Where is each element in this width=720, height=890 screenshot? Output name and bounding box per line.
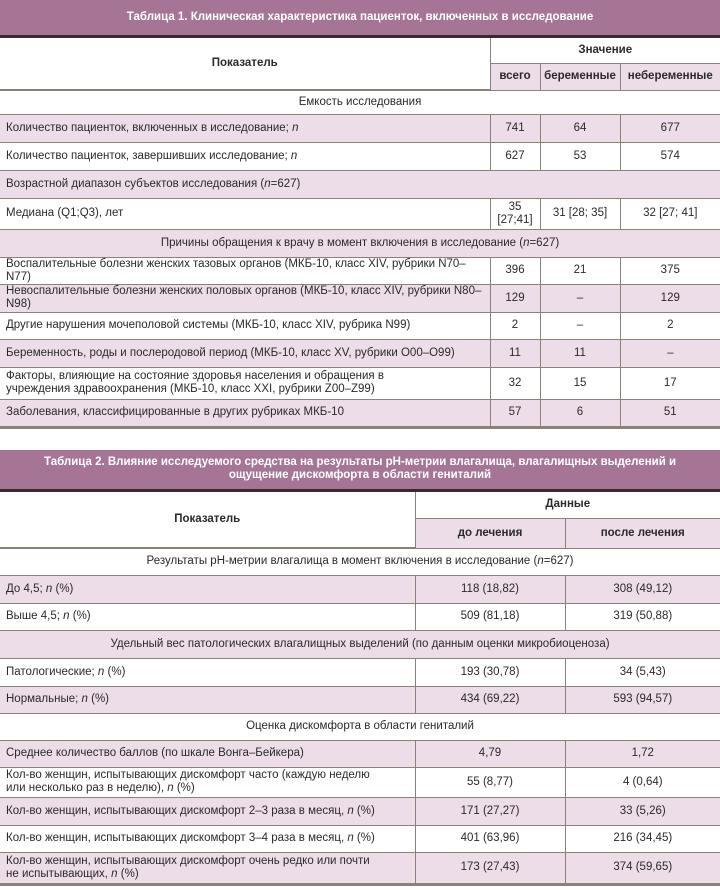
cell-total: 11 xyxy=(490,339,540,367)
row-label: Воспалительные болезни женских тазовых органов (МКБ-10, класс XIV, рубрики N70–N77) xyxy=(0,257,490,284)
table-row xyxy=(0,399,720,427)
cell-nonpregnant: 32 [27; 41] xyxy=(620,198,720,229)
section-title: Результаты рН-метрии влагалища в момент включения в исследование (n=627) xyxy=(0,548,720,575)
row-label: Кол-во женщин, испытывающих дискомфорт часто (каждую неделю или несколько раз в неделю), n (%) xyxy=(0,767,415,797)
cell-pregnant: 31 [28; 35] xyxy=(540,198,620,229)
cell-pregnant: 15 xyxy=(540,367,620,399)
row-label: Кол-во женщин, испытывающих дискомфорт очень редко или почти не испытывающих, n (%) xyxy=(0,852,415,884)
table-1 xyxy=(0,0,720,429)
cell-after: 216 (34,45) xyxy=(565,825,720,852)
cell-before: 171 (27,27) xyxy=(415,797,565,825)
table-2 xyxy=(0,450,720,886)
row-label: Количество пациенток, завершивших исследование; n xyxy=(0,142,490,170)
table-row xyxy=(0,198,720,229)
table-row xyxy=(0,767,720,797)
header-value-group: Данные xyxy=(415,490,720,518)
table-row xyxy=(0,367,720,399)
cell-before: 509 (81,18) xyxy=(415,603,565,630)
cell-before: 118 (18,82) xyxy=(415,575,565,603)
cell-total: 741 xyxy=(490,114,540,142)
cell-pregnant: – xyxy=(540,312,620,339)
cell-total: 35 [27;41] xyxy=(490,198,540,229)
header-col-total: всего xyxy=(490,63,540,90)
section-title: Причины обращения к врачу в момент включения в исследование (n=627) xyxy=(0,229,720,257)
section-title: Удельный вес патологических влагалищных выделений (по данным оценки микробиоценоза) xyxy=(0,630,720,658)
cell-before: 434 (69,22) xyxy=(415,686,565,713)
table-row xyxy=(0,312,720,339)
table-row xyxy=(0,825,720,852)
row-label: Медиана (Q1;Q3), лет xyxy=(0,198,490,229)
cell-after: 319 (50,88) xyxy=(565,603,720,630)
header-indicator: Показатель xyxy=(0,490,415,548)
cell-nonpregnant: 574 xyxy=(620,142,720,170)
row-label: Количество пациенток, включенных в исследование; n xyxy=(0,114,490,142)
cell-pregnant: 53 xyxy=(540,142,620,170)
table-row xyxy=(0,284,720,312)
header-col-pregnant: беременные xyxy=(540,63,620,90)
row-label: Другие нарушения мочеполовой системы (МКБ-10, класс XIV, рубрика N99) xyxy=(0,312,490,339)
cell-after: 308 (49,12) xyxy=(565,575,720,603)
cell-nonpregnant: – xyxy=(620,339,720,367)
cell-total: 396 xyxy=(490,257,540,284)
cell-total: 627 xyxy=(490,142,540,170)
table-row xyxy=(0,114,720,142)
cell-after: 4 (0,64) xyxy=(565,767,720,797)
table-2-title: Таблица 2. Влияние исследуемого средства на результаты рН-метрии влагалища, влагалищных выделений и ощущение дискомфорта в области гениталий xyxy=(0,450,720,490)
cell-pregnant: – xyxy=(540,284,620,312)
table-row xyxy=(0,142,720,170)
row-label: Кол-во женщин, испытывающих дискомфорт 3–4 раза в месяц, n (%) xyxy=(0,825,415,852)
row-label: Выше 4,5; n (%) xyxy=(0,603,415,630)
header-value-group: Значение xyxy=(490,36,720,63)
section-title: Оценка дискомфорта в области гениталий xyxy=(0,713,720,740)
table-row xyxy=(0,852,720,884)
cell-after: 34 (5,43) xyxy=(565,658,720,686)
table-row xyxy=(0,658,720,686)
table-row xyxy=(0,686,720,713)
cell-after: 374 (59,65) xyxy=(565,852,720,884)
cell-total: 32 xyxy=(490,367,540,399)
cell-pregnant: 64 xyxy=(540,114,620,142)
row-label: До 4,5; n (%) xyxy=(0,575,415,603)
section-title: Емкость исследования xyxy=(0,90,720,114)
cell-before: 193 (30,78) xyxy=(415,658,565,686)
cell-total: 129 xyxy=(490,284,540,312)
cell-pregnant: 21 xyxy=(540,257,620,284)
table-1-title: Таблица 1. Клиническая характеристика пациенток, включенных в исследование xyxy=(0,0,720,36)
cell-pregnant: 11 xyxy=(540,339,620,367)
table-row xyxy=(0,797,720,825)
table-row xyxy=(0,339,720,367)
row-label: Нормальные; n (%) xyxy=(0,686,415,713)
cell-nonpregnant: 51 xyxy=(620,399,720,427)
cell-before: 401 (63,96) xyxy=(415,825,565,852)
header-col-nonpregnant: небеременные xyxy=(620,63,720,90)
row-label: Факторы, влияющие на состояние здоровья населения и обращения в учреждения здравоохранения (МКБ-10, класс XXI, рубрики Z00–Z99) xyxy=(0,367,490,399)
table-row xyxy=(0,740,720,767)
cell-pregnant: 6 xyxy=(540,399,620,427)
cell-after: 33 (5,26) xyxy=(565,797,720,825)
table-row xyxy=(0,603,720,630)
cell-after: 593 (94,57) xyxy=(565,686,720,713)
cell-nonpregnant: 17 xyxy=(620,367,720,399)
table-row xyxy=(0,575,720,603)
cell-before: 4,79 xyxy=(415,740,565,767)
header-indicator: Показатель xyxy=(0,36,490,90)
row-label: Патологические; n (%) xyxy=(0,658,415,686)
cell-after: 1,72 xyxy=(565,740,720,767)
section-title: Возрастной диапазон субъектов исследования (n=627) xyxy=(0,170,720,198)
row-label: Кол-во женщин, испытывающих дискомфорт 2–3 раза в месяц, n (%) xyxy=(0,797,415,825)
cell-nonpregnant: 375 xyxy=(620,257,720,284)
row-label: Невоспалительные болезни женских половых органов (МКБ-10, класс XIV, рубрики N80–N98) xyxy=(0,284,490,312)
row-label: Беременность, роды и послеродовой период (МКБ-10, класс XV, рубрики O00–O99) xyxy=(0,339,490,367)
cell-total: 2 xyxy=(490,312,540,339)
header-col-after: после лечения xyxy=(565,518,720,548)
cell-before: 173 (27,43) xyxy=(415,852,565,884)
cell-nonpregnant: 129 xyxy=(620,284,720,312)
row-label: Среднее количество баллов (по шкале Вонга–Бейкера) xyxy=(0,740,415,767)
cell-total: 57 xyxy=(490,399,540,427)
cell-nonpregnant: 677 xyxy=(620,114,720,142)
cell-before: 55 (8,77) xyxy=(415,767,565,797)
table-row xyxy=(0,257,720,284)
row-label: Заболевания, классифицированные в других рубриках МКБ-10 xyxy=(0,399,490,427)
cell-nonpregnant: 2 xyxy=(620,312,720,339)
header-col-before: до лечения xyxy=(415,518,565,548)
